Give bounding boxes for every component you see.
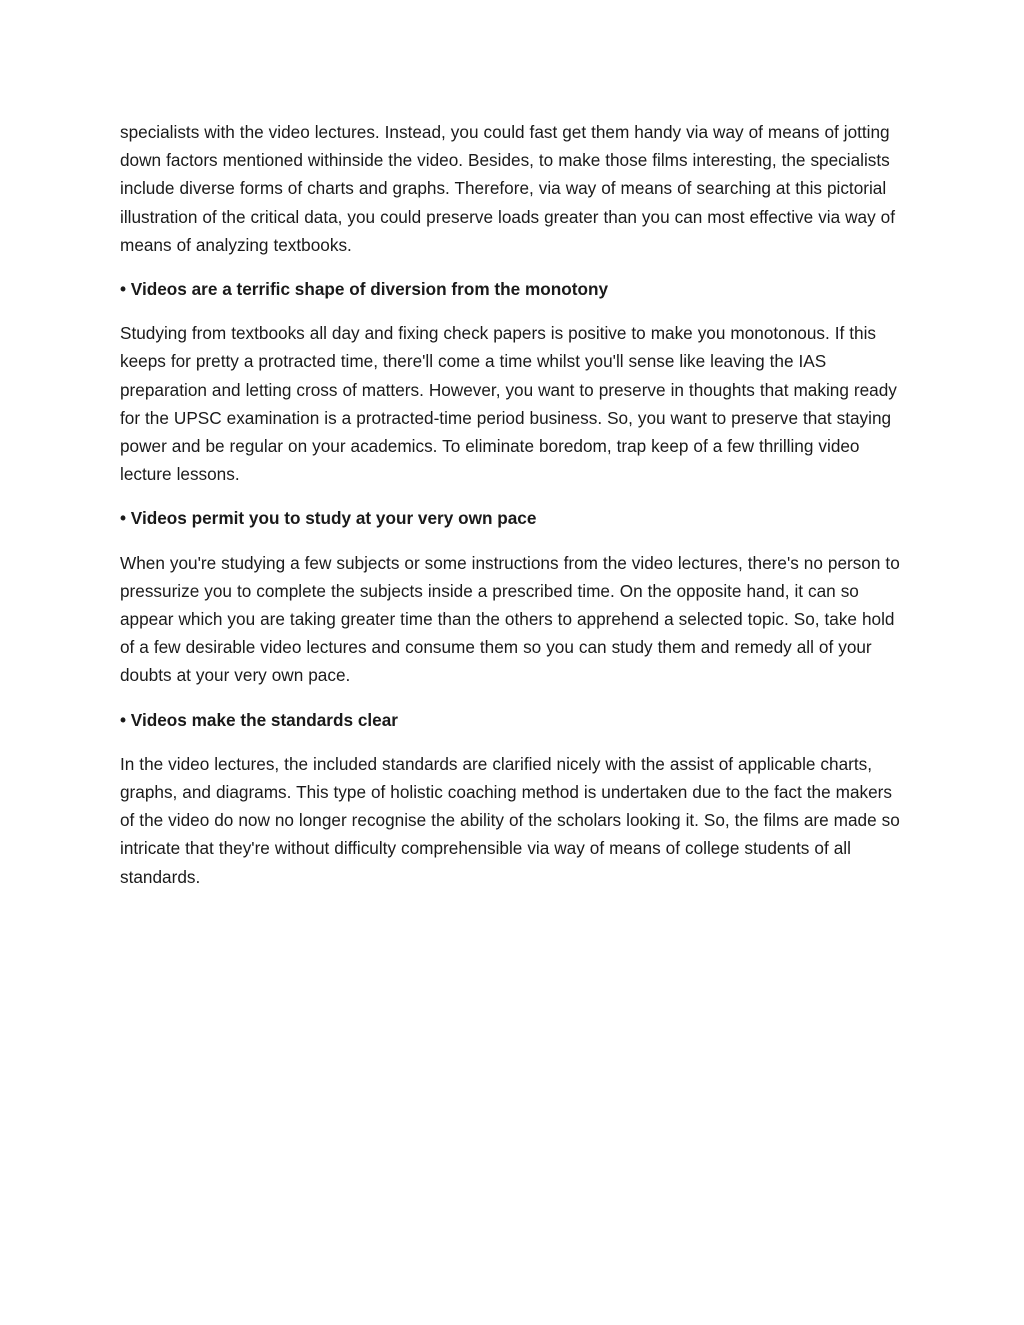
paragraph-video-lectures-intro: specialists with the video lectures. Instead, you could fast get them handy via way of means of jotting down factors mentioned withinside the video. Besides, to make those films interesting, the specialists include diverse forms of charts and graphs. Therefore, via way of means of searching at this pictorial illustration of the critical data, you could preserve loads greater than you can most effective via way of means of analyzing textbooks. xyxy=(120,122,896,255)
paragraph-standards-clear: In the video lectures, the included standards are clarified nicely with the assist of applicable charts, graphs, and diagrams. This type of holistic coaching method is undertaken due to the fact the makers of the video do now no longer recognise the ability of the scholars looking it. So, the films are made so intricate that they're without difficulty comprehensible via way of means of college students of all standards. xyxy=(120,753,900,887)
paragraph-own-pace: When you're studying a few subjects or some instructions from the video lectures, there's no person to pressurize you to complete the subjects inside a prescribed time. On the opposite hand, it can so appear which you are taking greater time than the others to apprehend a selected topic. So, take hold of a few desirable video lectures and consume them so you can study them and remedy all of your doubts at your very own pace. xyxy=(120,552,900,686)
document-page xyxy=(120,118,910,907)
heading-standards-clear: • Videos make the standards clear xyxy=(120,709,398,730)
heading-diversion-from-monotony: • Videos are a terrific shape of diversion from the monotony xyxy=(120,279,609,300)
heading-study-at-own-pace: • Videos permit you to study at your very own pace xyxy=(120,508,537,529)
paragraph-monotony: Studying from textbooks all day and fixing check papers is positive to make you monotonous. If this keeps for pretty a protracted time, there'll come a time whilst you'll sense like leaving the IAS preparation and letting cross of matters. However, you want to preserve in thoughts that making ready for the UPSC examination is a protracted-time period business. So, you want to preserve that staying power and be regular on your academics. To eliminate boredom, trap keep of a few thrilling video lecture lessons. xyxy=(120,323,897,485)
